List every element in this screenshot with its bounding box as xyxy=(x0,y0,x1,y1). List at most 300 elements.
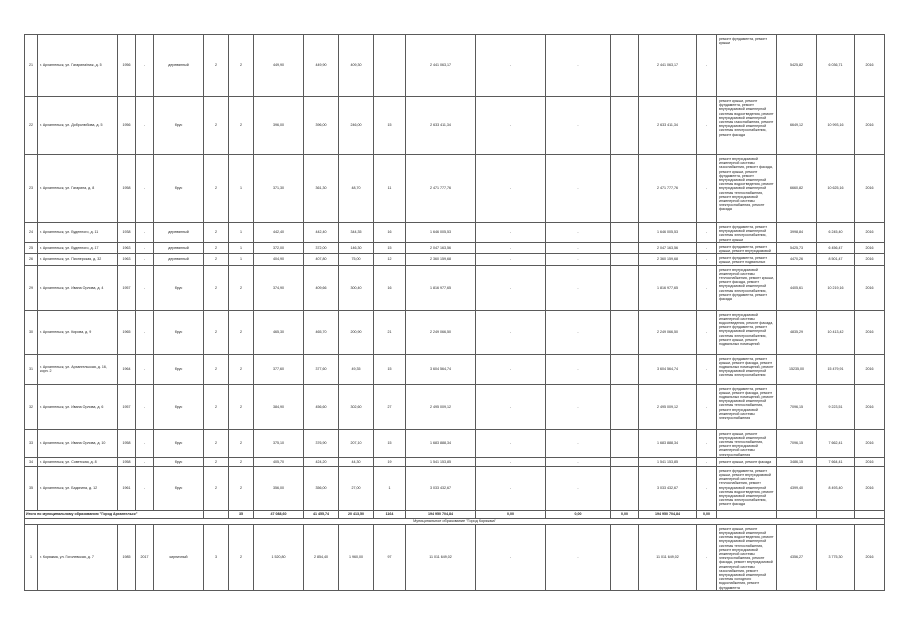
cell-c3 xyxy=(611,254,639,265)
cell-s1: 7096,15 xyxy=(777,384,817,429)
cell-cost: 1 646 005,53 xyxy=(406,223,476,243)
total-row xyxy=(25,510,885,518)
cell-c4: 11 011 649,02 xyxy=(639,524,697,590)
cell-addr: г. Архангельск, ул. Пионерская, д. 32 xyxy=(38,254,118,265)
table-row xyxy=(25,35,885,97)
cell-a3: 44,30 xyxy=(339,457,374,466)
cell-a1: 374,90 xyxy=(254,265,304,310)
cell-c2: - xyxy=(546,242,611,253)
table-row xyxy=(25,223,885,243)
cell-cost: 1 541 153,85 xyxy=(406,457,476,466)
cell-c3 xyxy=(611,384,639,429)
cell-a3: 146,30 xyxy=(339,242,374,253)
cell-s2: 6 245,40 xyxy=(817,223,855,243)
cell-c1: - xyxy=(476,310,546,354)
cell-works: ремонт внутридомовой инженерной системы водоотведения, ремонт фасада, ремонт фундамента, ремонт внутридомовой инженерной системы электроснабжения, ремонт крыши, ремонт подвальных помещений xyxy=(717,310,777,354)
cell-s2: 10 625,16 xyxy=(817,155,855,223)
cell-works: ремонт фундамента, ремонт крыши, ремонт фасада, ремонт подвальных помещений, ремонт внутридомовой инженерной системы теплоснабжения, ремонт внутридомовой инженерной системы электроснабжения xyxy=(717,384,777,429)
cell-fl: 2 xyxy=(204,429,229,457)
cell-c5: - xyxy=(697,429,717,457)
cell-addr: г. Архангельск, ул. Кирова, д. 9 xyxy=(38,310,118,354)
cell-yr: 2016 xyxy=(855,265,885,310)
cell-res: 19 xyxy=(374,457,406,466)
cell-c1: - xyxy=(476,35,546,97)
cell-n: 29 xyxy=(25,265,38,310)
cell-c3 xyxy=(611,354,639,384)
cell-works: ремонт фундамента, ремонт крыши, ремонт внутридомовой инженерной системы теплоснабжения, ремонт внутридомовой инженерной системы водоотведения, ремонт внутридомовой инженерной системы электроснабжения, ремонт фасада xyxy=(717,466,777,510)
table-row xyxy=(25,310,885,354)
cell-s1: 4470,26 xyxy=(777,254,817,265)
cell-c4: 3 033 432,67 xyxy=(639,466,697,510)
cell-n: 31 xyxy=(25,354,38,384)
cell-c2: - xyxy=(546,354,611,384)
cell-c1: - xyxy=(476,242,546,253)
cell-c1: - xyxy=(476,265,546,310)
cell-addr: г. Архангельск, ул. Советская, д. 8 xyxy=(38,457,118,466)
cell-res: 15 xyxy=(374,242,406,253)
cell-cost: 2 495 009,12 xyxy=(406,384,476,429)
cell-yr: 2016 xyxy=(855,155,885,223)
table-row xyxy=(25,254,885,265)
cell-c5: - xyxy=(697,155,717,223)
cell-en: 1 xyxy=(229,254,254,265)
cell-y2: - xyxy=(136,155,154,223)
cell-a3: 1 960,00 xyxy=(339,524,374,590)
cell-en: 2 xyxy=(229,310,254,354)
cell-mat: брус xyxy=(154,384,204,429)
cell-c5: - xyxy=(697,35,717,97)
cell-s2: 7 662,41 xyxy=(817,429,855,457)
cell-s2: 8 501,47 xyxy=(817,254,855,265)
cell-a2: 376,90 xyxy=(304,429,339,457)
cell-addr: г. Архангельск, ул. Буденного, д. 17 xyxy=(38,242,118,253)
cell-empty xyxy=(855,510,885,518)
cell-c3 xyxy=(611,35,639,97)
cell-en: 2 xyxy=(229,524,254,590)
cell-a1: 405,70 xyxy=(254,457,304,466)
cell-s1: 4405,61 xyxy=(777,265,817,310)
cell-s1: 4835,29 xyxy=(777,310,817,354)
table-row xyxy=(25,384,885,429)
cell-y2: - xyxy=(136,384,154,429)
cell-cost: 2 471 777,76 xyxy=(406,155,476,223)
cell-a1: 377,60 xyxy=(254,354,304,384)
cell-works: ремонт внутридомовой инженерной системы газоснабжения, ремонт фасада, ремонт крыши, ремонт фундамента, ремонт внутридомовой инженерной системы водоотведения, ремонт внутридомовой инженерной системы теплоснабжения, ремонт внутридомовой инженерной системы электроснабжения, ремонт фасада xyxy=(717,155,777,223)
total-c1: 0,00 xyxy=(476,510,546,518)
cell-n: 30 xyxy=(25,310,38,354)
cell-c5: - xyxy=(697,254,717,265)
cell-cost: 2 633 411,34 xyxy=(406,97,476,155)
cell-mat: брус xyxy=(154,466,204,510)
cell-works: ремонт фундамента, ремонт крыши, ремонт фасада, ремонт подвальных помещений, ремонт внутридомовой инженерной системы электроснабжения xyxy=(717,354,777,384)
cell-c2: - xyxy=(546,97,611,155)
cell-yr: 2016 xyxy=(855,457,885,466)
cell-s1: 6660,82 xyxy=(777,155,817,223)
cell-c5: - xyxy=(697,466,717,510)
data-table-sheet xyxy=(24,34,884,589)
cell-year: 1957 xyxy=(118,265,136,310)
cell-y2: - xyxy=(136,429,154,457)
total-a2: 41 455,74 xyxy=(304,510,339,518)
cell-c1: - xyxy=(476,384,546,429)
cell-a2: 449,90 xyxy=(304,35,339,97)
cell-n: 34 xyxy=(25,457,38,466)
cell-a2: 442,40 xyxy=(304,223,339,243)
cell-addr: г. Архангельск, ул. Буденного, д. 11 xyxy=(38,223,118,243)
cell-y2: - xyxy=(136,223,154,243)
cell-a3: 48,70 xyxy=(339,155,374,223)
cell-s2: 8 493,40 xyxy=(817,466,855,510)
cell-cost: 2 249 066,50 xyxy=(406,310,476,354)
cell-en: 2 xyxy=(229,265,254,310)
cell-c2: - xyxy=(546,466,611,510)
cell-n: 33 xyxy=(25,429,38,457)
cell-c2: - xyxy=(546,384,611,429)
cell-yr: 2016 xyxy=(855,354,885,384)
cell-fl: 2 xyxy=(204,155,229,223)
cell-yr: 2016 xyxy=(855,223,885,243)
cell-a1: 449,90 xyxy=(254,35,304,97)
cell-a3: 27,00 xyxy=(339,466,374,510)
total-a1: 47 088,60 xyxy=(254,510,304,518)
cell-a3: 75,00 xyxy=(339,254,374,265)
cell-a3: 246,00 xyxy=(339,97,374,155)
table-row xyxy=(25,429,885,457)
cell-s1: 3998,84 xyxy=(777,223,817,243)
cell-a1: 356,00 xyxy=(254,466,304,510)
cell-works: ремонт крыши, ремонт внутридомовой инженерной системы водоотведения, ремонт внутридомовой инженерной системы теплоснабжения, ремонт внутридомовой инженерной системы электроснабжения, ремонт фасада, ремонт внутридомовой инженерной системы газоснабжения, ремонт внутридомовой инженерной системы холодного водоснабжения, ремонт фундамента xyxy=(717,524,777,590)
cell-c4: 2 360 159,68 xyxy=(639,254,697,265)
cell-a1: 371,30 xyxy=(254,155,304,223)
cell-cost: 3 033 432,67 xyxy=(406,466,476,510)
table-row xyxy=(25,242,885,253)
cell-s1: 4399,40 xyxy=(777,466,817,510)
cell-yr: 2016 xyxy=(855,97,885,155)
total-label: Итого по муниципальному образованию "Город Архангельск" xyxy=(25,510,204,518)
cell-mat: деревянный xyxy=(154,223,204,243)
cell-cost: 2 360 159,68 xyxy=(406,254,476,265)
cell-c1: - xyxy=(476,466,546,510)
cell-s2: 9 223,51 xyxy=(817,384,855,429)
cell-res: 16 xyxy=(374,223,406,243)
cell-fl: 2 xyxy=(204,97,229,155)
cell-n: 23 xyxy=(25,155,38,223)
cell-c2: - xyxy=(546,524,611,590)
cell-c5: - xyxy=(697,310,717,354)
cell-c4: 1 541 153,85 xyxy=(639,457,697,466)
municipality-header: Муниципальное образование "Город Коряжма" xyxy=(25,518,885,524)
cell-s1: 15235,00 xyxy=(777,354,817,384)
cell-a1: 404,90 xyxy=(254,254,304,265)
cell-s1: 4356,27 xyxy=(777,524,817,590)
table-row xyxy=(25,354,885,384)
cell-c4: 1 646 005,53 xyxy=(639,223,697,243)
cell-addr: г. Архангельск, ул. Бадигина, д. 12 xyxy=(38,466,118,510)
cell-c4: 2 249 066,50 xyxy=(639,310,697,354)
cell-addr: г. Архангельск, ул. Архангельская, д. 16, корп. 2 xyxy=(38,354,118,384)
cell-mat: брус xyxy=(154,354,204,384)
cell-fl: 3 xyxy=(204,524,229,590)
cell-c4: 2 495 009,12 xyxy=(639,384,697,429)
cell-c3 xyxy=(611,457,639,466)
cell-mat: брус xyxy=(154,429,204,457)
cell-c3 xyxy=(611,466,639,510)
cell-works: ремонт фундамента, ремонт внутридомовой инженерной системы электроснабжения, ремонт крыши xyxy=(717,223,777,243)
cell-en: 2 xyxy=(229,35,254,97)
cell-a1: 384,90 xyxy=(254,384,304,429)
cell-c5: - xyxy=(697,354,717,384)
total-res: 1164 xyxy=(374,510,406,518)
table-body xyxy=(25,35,885,591)
cell-mat: деревянный xyxy=(154,242,204,253)
cell-c5: - xyxy=(697,223,717,243)
cell-s2: 10 219,16 xyxy=(817,265,855,310)
cell-year: 1958 xyxy=(118,155,136,223)
cell-c4: 2 471 777,76 xyxy=(639,155,697,223)
cell-n: 26 xyxy=(25,254,38,265)
cell-y2: - xyxy=(136,457,154,466)
cell-c3 xyxy=(611,524,639,590)
cell-empty xyxy=(817,510,855,518)
cell-a1: 375,10 xyxy=(254,429,304,457)
cell-c1: - xyxy=(476,524,546,590)
cell-yr: 2016 xyxy=(855,384,885,429)
cell-c5: - xyxy=(697,384,717,429)
cell-c2: - xyxy=(546,310,611,354)
total-c4: 194 950 704,84 xyxy=(639,510,697,518)
cell-c3 xyxy=(611,429,639,457)
cell-works: ремонт фундамента, ремонт крыши, ремонт внутридомовой xyxy=(717,242,777,253)
cell-year: 1963 xyxy=(118,254,136,265)
cell-s2: 10 993,16 xyxy=(817,97,855,155)
cell-c1: - xyxy=(476,97,546,155)
cell-en: 1 xyxy=(229,223,254,243)
cell-a1: 372,00 xyxy=(254,242,304,253)
cell-c2: - xyxy=(546,35,611,97)
cell-empty xyxy=(777,510,817,518)
cell-year: 1957 xyxy=(118,384,136,429)
cell-c1: - xyxy=(476,155,546,223)
cell-works: ремонт крыши, ремонт фундамента, ремонт внутридомовой инженерной системы водоотведения, ремонт внутридомовой инженерной системы газоснабжения, ремонт внутридомовой инженерной системы электроснабжения, ремонт фасада xyxy=(717,97,777,155)
cell-fl: 2 xyxy=(204,354,229,384)
cell-y2: - xyxy=(136,35,154,97)
repair-program-table xyxy=(24,34,885,591)
cell-en: 2 xyxy=(229,384,254,429)
cell-s2: 3 775,30 xyxy=(817,524,855,590)
cell-c5: - xyxy=(697,524,717,590)
cell-c2: - xyxy=(546,429,611,457)
cell-c1: - xyxy=(476,354,546,384)
cell-a3: 302,60 xyxy=(339,384,374,429)
cell-c4: 1 816 977,65 xyxy=(639,265,697,310)
cell-mat: брус xyxy=(154,155,204,223)
cell-n: 24 xyxy=(25,223,38,243)
cell-a3: 300,40 xyxy=(339,265,374,310)
cell-a2: 356,00 xyxy=(304,466,339,510)
cell-addr: г. Архангельск, ул. Гагарина, д. 8 xyxy=(38,155,118,223)
cell-y2: - xyxy=(136,242,154,253)
cell-addr: г. Архангельск, ул. Ивана Орлова, д. 6 xyxy=(38,384,118,429)
cell-c2: - xyxy=(546,265,611,310)
cell-a2: 465,70 xyxy=(304,310,339,354)
cell-yr: 2016 xyxy=(855,35,885,97)
cell-en: 1 xyxy=(229,242,254,253)
cell-yr: 2016 xyxy=(855,242,885,253)
cell-res: 15 xyxy=(374,429,406,457)
cell-yr: 2016 xyxy=(855,466,885,510)
cell-year: 1958 xyxy=(118,457,136,466)
cell-s1: 5425,73 xyxy=(777,242,817,253)
cell-c4: 2 047 163,56 xyxy=(639,242,697,253)
cell-mat: брус xyxy=(154,265,204,310)
cell-c3 xyxy=(611,97,639,155)
cell-y2: - xyxy=(136,466,154,510)
cell-a1: 465,30 xyxy=(254,310,304,354)
cell-mat: брус xyxy=(154,457,204,466)
cell-mat: деревянный xyxy=(154,254,204,265)
cell-c3 xyxy=(611,310,639,354)
cell-works: ремонт крыши, ремонт внутридомовой инженерной системы теплоснабжения, ремонт внутридомовой инженерной системы электроснабжения xyxy=(717,429,777,457)
cell-works: ремонт внутридомовой инженерной системы теплоснабжения, ремонт крыши, ремонт фасада, ремонт внутридомовой инженерной системы электроснабжения, ремонт фундамента, ремонт фасада xyxy=(717,265,777,310)
cell-n: 1 xyxy=(25,524,38,590)
cell-c1: - xyxy=(476,223,546,243)
cell-fl: 2 xyxy=(204,223,229,243)
cell-a1: 396,00 xyxy=(254,97,304,155)
cell-cost: 11 011 649,02 xyxy=(406,524,476,590)
cell-a1: 1 520,80 xyxy=(254,524,304,590)
cell-cost: 1 816 977,65 xyxy=(406,265,476,310)
cell-c4: 3 604 564,74 xyxy=(639,354,697,384)
cell-c1: - xyxy=(476,429,546,457)
cell-s2: 6 456,47 xyxy=(817,242,855,253)
cell-n: 35 xyxy=(25,466,38,510)
cell-en: 1 xyxy=(229,155,254,223)
cell-mat: брус xyxy=(154,97,204,155)
cell-fl: 2 xyxy=(204,457,229,466)
table-row xyxy=(25,457,885,466)
cell-year: 1958 xyxy=(118,429,136,457)
cell-c2: - xyxy=(546,223,611,243)
cell-year: 1965 xyxy=(118,310,136,354)
cell-c2: - xyxy=(546,457,611,466)
cell-res: 1 xyxy=(374,466,406,510)
cell-a2: 409,66 xyxy=(304,265,339,310)
cell-y2: - xyxy=(136,254,154,265)
cell-works: ремонт фундамента, ремонт крыши, ремонт подвальных xyxy=(717,254,777,265)
cell-works: ремонт крыши, ремонт фасада xyxy=(717,457,777,466)
cell-n: 25 xyxy=(25,242,38,253)
cell-fl: 2 xyxy=(204,265,229,310)
cell-res: 15 xyxy=(374,97,406,155)
cell-s2: 7 664,41 xyxy=(817,457,855,466)
cell-c2: - xyxy=(546,155,611,223)
table-row xyxy=(25,265,885,310)
cell-c4: 2 633 411,34 xyxy=(639,97,697,155)
cell-s2: 6 036,71 xyxy=(817,35,855,97)
cell-addr: г. Архангельск, ул. Ивана Орлова, д. 4 xyxy=(38,265,118,310)
cell-c2: - xyxy=(546,254,611,265)
table-row xyxy=(25,524,885,590)
cell-n: 22 xyxy=(25,97,38,155)
cell-year: 1963 xyxy=(118,242,136,253)
cell-en: 2 xyxy=(229,457,254,466)
cell-cost: 2 441 063,17 xyxy=(406,35,476,97)
cell-fl: 2 xyxy=(204,254,229,265)
cell-a2: 456,60 xyxy=(304,384,339,429)
cell-c1: - xyxy=(476,254,546,265)
cell-en: 2 xyxy=(229,354,254,384)
cell-addr: г. Архангельск, ул. Гагарина/ниж, д. 5 xyxy=(38,35,118,97)
cell-yr: 2016 xyxy=(855,310,885,354)
cell-c1: - xyxy=(476,457,546,466)
cell-a3: 200,90 xyxy=(339,310,374,354)
cell-a2: 407,80 xyxy=(304,254,339,265)
cell-s1: 3486,15 xyxy=(777,457,817,466)
page-mark: - xyxy=(557,31,559,36)
cell-cost: 1 683 888,34 xyxy=(406,429,476,457)
cell-a2: 361,30 xyxy=(304,155,339,223)
cell-res: 11 xyxy=(374,155,406,223)
table-row xyxy=(25,155,885,223)
cell-year: 1961 xyxy=(118,466,136,510)
cell-s1: 7096,15 xyxy=(777,429,817,457)
cell-res: 16 xyxy=(374,265,406,310)
total-n: 35 xyxy=(229,510,254,518)
cell-year: 1938 xyxy=(118,223,136,243)
cell-cost: 2 047 163,56 xyxy=(406,242,476,253)
cell-c4: 1 683 888,34 xyxy=(639,429,697,457)
cell-fl: 2 xyxy=(204,310,229,354)
cell-a3: 49,35 xyxy=(339,354,374,384)
table-row xyxy=(25,466,885,510)
table-row xyxy=(25,97,885,155)
cell-mat: брус xyxy=(154,310,204,354)
cell-s2: 10 413,42 xyxy=(817,310,855,354)
cell-addr: г. Архангельск, ул. Ивана Орлова, д. 10 xyxy=(38,429,118,457)
cell-res: 12 xyxy=(374,254,406,265)
cell-n: 21 xyxy=(25,35,38,97)
cell-a2: 377,60 xyxy=(304,354,339,384)
cell-en: 2 xyxy=(229,429,254,457)
cell-c5: - xyxy=(697,97,717,155)
cell-a1: 442,40 xyxy=(254,223,304,243)
cell-fl: 2 xyxy=(204,242,229,253)
cell-mat: кирпичный xyxy=(154,524,204,590)
cell-y2: - xyxy=(136,310,154,354)
cell-addr: г. Коряжма, ул. Гоголевская, д. 7 xyxy=(38,524,118,590)
cell-c5: - xyxy=(697,457,717,466)
cell-y2: - xyxy=(136,354,154,384)
cell-res: 15 xyxy=(374,354,406,384)
cell-c3 xyxy=(611,242,639,253)
total-c3: 0,00 xyxy=(611,510,639,518)
cell-mat: деревянный xyxy=(154,35,204,97)
cell-y2: - xyxy=(136,265,154,310)
total-c2: 0,00 xyxy=(546,510,611,518)
cell-year: 1956 xyxy=(118,97,136,155)
cell-a2: 424,20 xyxy=(304,457,339,466)
cell-c5: - xyxy=(697,242,717,253)
cell-c3 xyxy=(611,265,639,310)
cell-yr: 2016 xyxy=(855,254,885,265)
cell-cost: 3 604 564,74 xyxy=(406,354,476,384)
total-a3: 20 413,50 xyxy=(339,510,374,518)
cell-fl: 2 xyxy=(204,466,229,510)
cell-a3: 409,30 xyxy=(339,35,374,97)
cell-res xyxy=(374,35,406,97)
total-c5: 0,00 xyxy=(697,510,717,518)
cell-addr: г. Архангельск, ул. Добролюбова, д. 5 xyxy=(38,97,118,155)
